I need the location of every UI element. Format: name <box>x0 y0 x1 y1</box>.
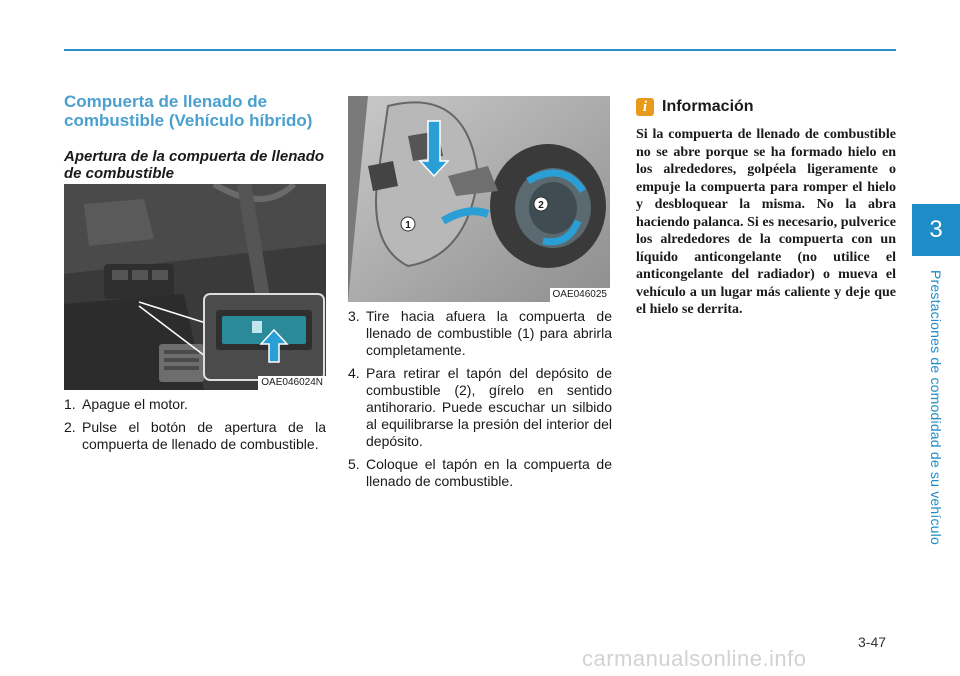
figure-dashboard-button <box>64 184 326 390</box>
callout-2: 2 <box>538 200 544 211</box>
section-subtitle: Apertura de la compuerta de llenado de combustible <box>64 148 325 182</box>
list-item <box>348 365 612 450</box>
step-text: Para retirar el tapón del depósito de combustible (2), gírelo en sentido antihorario. Puede escuchar un silbido al equilibrarse la presión del interior del depósito. <box>366 365 612 449</box>
figure-fuel-door <box>348 96 610 302</box>
info-icon: i <box>636 98 654 116</box>
figure-code: OAE046024N <box>258 376 326 390</box>
top-rule <box>64 49 896 51</box>
info-body: Si la compuerta de llenado de combustible no se abre porque se ha formado hielo en los alrededores, golpéela ligeramente o empuje la compuerta para romper el hielo y desbloquear la misma. No la abra haciendo palanca. Si es necesario, pulverice los alrededores de la compuerta con un líquido anticongelante (no utilice el anticongelante del radiador) o mueva el vehículo a un lugar más caliente y deje que el hielo se derrita. <box>636 127 896 317</box>
fuel-door-illustration <box>348 96 610 302</box>
section-title-text: Prestaciones de comodidad de su vehículo <box>928 270 944 545</box>
step-text: Tire hacia afuera la compuerta de llenado de combustible (1) para abrirla completamente. <box>366 308 612 358</box>
list-item <box>348 456 612 490</box>
step-text: Coloque el tapón en la compuerta de llenado de combustible. <box>366 456 612 489</box>
info-title: Información <box>662 98 754 115</box>
steps-list-1 <box>64 396 326 459</box>
step-number: 2. <box>64 419 76 435</box>
chapter-tab <box>912 204 960 256</box>
list-item <box>64 396 326 413</box>
step-number: 4. <box>348 365 360 381</box>
step-text: Apague el motor. <box>82 396 188 412</box>
callout-1: 1 <box>405 220 411 231</box>
section-title: Compuerta de llenado de combustible (Vehículo híbrido) <box>64 92 313 130</box>
figure-code: OAE046025 <box>550 288 611 302</box>
step-text: Pulse el botón de apertura de la compuerta de llenado de combustible. <box>82 419 326 452</box>
dashboard-illustration <box>64 184 326 390</box>
list-item <box>348 308 612 359</box>
page-number: 3-47 <box>858 634 887 650</box>
chapter-number: 3 <box>929 216 943 243</box>
steps-list-2 <box>348 308 612 496</box>
watermark: carmanualsonline.info <box>582 646 807 671</box>
section-header <box>64 92 326 182</box>
info-box <box>636 98 896 319</box>
info-header <box>636 98 896 116</box>
list-item <box>64 419 326 453</box>
step-number: 3. <box>348 308 360 324</box>
step-number: 1. <box>64 396 76 412</box>
step-number: 5. <box>348 456 360 472</box>
